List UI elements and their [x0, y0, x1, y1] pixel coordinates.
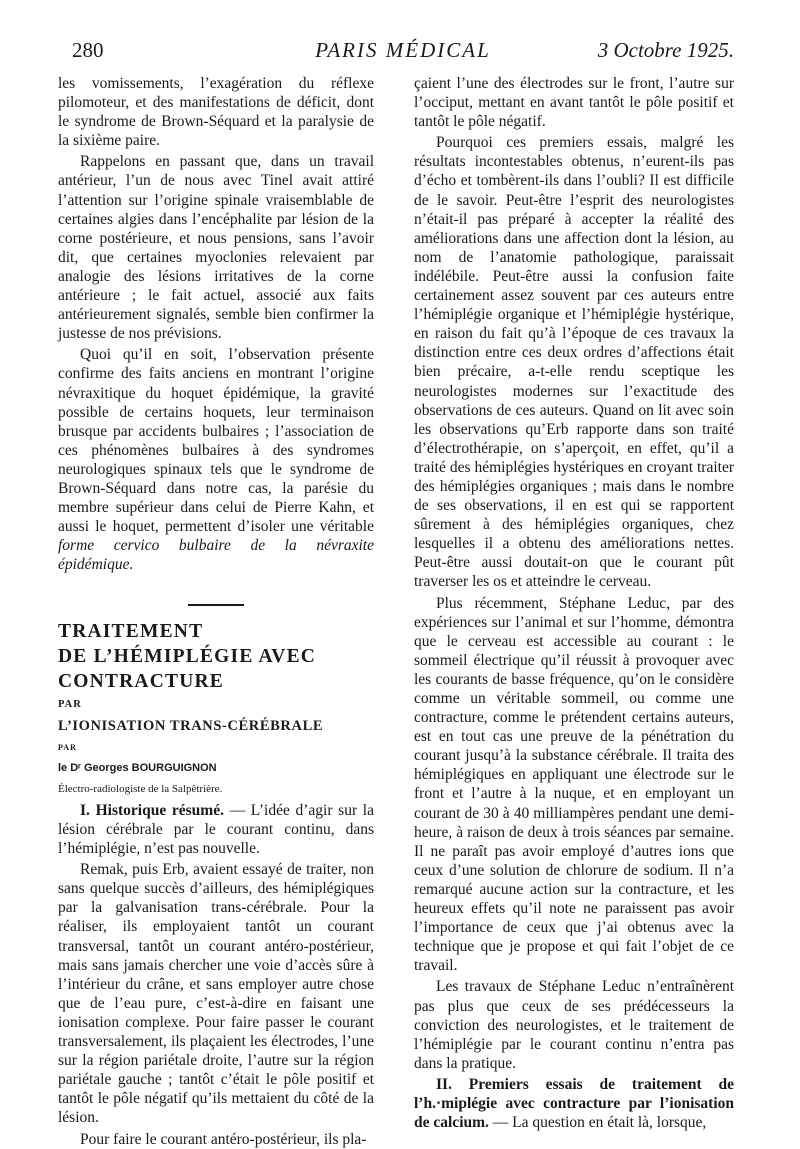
- left-paragraph-5: Pour faire le courant antéro-postérieur, ils pla-: [80, 1130, 367, 1148]
- page-number: 280: [72, 38, 104, 62]
- right-paragraph-1: çaient l’une des électrodes sur le front, l’autre sur l’occiput, mettant en avant tantôt le pôle positif et tantôt le pôle négatif.: [414, 75, 734, 131]
- left-paragraph-1: les vomissements, l’exagération du réflexe pilomoteur, et des manifestations de déficit, dont le syndrome de Brown-Séquard et la paralysie de la sixième paire.: [58, 75, 374, 150]
- section-1-text: — L’idée d’agir sur la lésion cérébrale par le courant continu, dans l’hémiplégie, n’est pas nouvelle.: [58, 801, 374, 858]
- left-paragraph-4: Remak, puis Erb, avaient essayé de traiter, non sans quelque succès d’ailleurs, des hémiplégiques par la galvanisation trans-cérébrale. Pour la réaliser, ils employaient tantôt un courant transversal, tantôt un courant antéro-postérieur, mais sans jamais chercher une voie d’accès sûre à l’intérieur du crâne, et sans employer autre chose que de l’eau pure, c’est-à-dire en faisant une ionisation complexe. Pour faire passer le courant transversalement, ils plaçaient les électrodes, l’une sur la région pariétale droite, l’autre sur la région pariétale gauche ; tantôt c’était le pôle positif et tantôt le pôle négatif qu’ils mettaient du côté de la lésion.: [58, 861, 374, 1127]
- section-1-heading: I. Historique résumé.: [80, 801, 224, 819]
- right-paragraph-2: Pourquoi ces premiers essais, malgré les résultats incontestables obtenus, n’eurent-ils pas d’écho et tombèrent-ils dans l’oubli? Il est difficile de le savoir. Peut-être l’esprit des neurologistes n’était-il pas préparé à accepter la réalité des améliorations dans une affection dont la lésion, au nom de l’anatomie pathologique, paraissait indélébile. Peut-être aussi la confusion faite certainement assez souvent par ces auteurs entre l’hémiplégie organique et l’hémiplégie hystérique, en raison du fait qu’à l’époque de ces travaux la distinction entre ces deux ordres d’affections était bien précaire, a-t-elle rendu sceptique les neurologistes modernes sur l’exactitude des observations de ces auteurs. Quand on lit avec soin les observations qu’Erb rapporte dans son traité d’électrothérapie, on s’aperçoit, en effet, qu’il a traité des hémiplégies hystériques en croyant traiter des hémiplégies organiques ; mais dans le nombre de ses observations, il en est qui se rapportent sûrement à des hémiplégies organiques, chez lesquelles il a obtenu des améliorations nettes. Peut-être aussi doutait-on que le courant pût traverser les os et atteindre le cerveau.: [414, 134, 734, 591]
- section-2-text: — La question en était là, lorsque,: [488, 1114, 707, 1132]
- section-2-paragraph: [414, 1075, 734, 1132]
- author-name: le Dʳ Georges BOURGUIGNON: [58, 761, 217, 774]
- article-title-par: PAR: [58, 699, 82, 711]
- left-column: [58, 74, 374, 1149]
- article-title-line-2: DE L’HÉMIPLÉGIE AVEC: [58, 646, 317, 668]
- author-par: PAR: [58, 742, 77, 752]
- author-affiliation: Électro-radiologiste de la Salpêtrière.: [58, 782, 223, 795]
- article-title-line-3: CONTRACTURE: [58, 671, 224, 693]
- right-paragraph-4: Les travaux de Stéphane Leduc n’entraînèrent pas plus que ceux de ses prédécesseurs la conviction des neurologistes, et le traitement de l’hémiplégie par le courant continu n’entra pas dans la pratique.: [414, 978, 734, 1072]
- left-paragraph-2: Rappelons en passant que, dans un travail antérieur, l’un de nous avec Tinel avait attiré l’attention sur l’origine spinale vraisemblable de certaines algies dans l’encéphalite par lésion de la corne postérieure, et nous pensions, sans l’avoir dit, que certaines myoclonies relevaient par analogie des lésions irritatives de la corne antérieure ; le fait actuel, associé aux faits antérieurement signalés, semble bien confirmer la justesse de nos prévisions.: [58, 153, 374, 343]
- issue-date: 3 Octobre 1925.: [597, 38, 734, 62]
- journal-title: PARIS MÉDICAL: [315, 38, 491, 62]
- section-1-paragraph: [58, 801, 374, 858]
- left-paragraph-3: [58, 345, 374, 574]
- article-title-line-4: L’IONISATION TRANS-CÉRÉBRALE: [58, 717, 324, 734]
- page-header: [72, 38, 734, 64]
- right-column: [414, 74, 734, 1132]
- title-rule: [188, 604, 244, 606]
- section-2-heading: II. Premiers essais de traitement de l’h.·miplégie avec contracture par l’ionisation de calcium.: [414, 1075, 734, 1132]
- article-title-line-1: TRAITEMENT: [58, 621, 204, 643]
- left-paragraph-3-italic: forme cervico bulbaire de la névraxite épidémique.: [58, 537, 374, 574]
- right-paragraph-3: Plus récemment, Stéphane Leduc, par des expériences sur l’animal et sur l’homme, démontra que le cerveau est accessible au courant : le sommeil électrique qu’il réussit à provoquer avec les courants de basse fréquence, qu’on le considère comme un véritable sommeil, ou comme une contracture, comme le prétendent certains auteurs, est en tout cas une preuve de la pénétration du courant jusqu’à la substance cérébrale. Il traita des hémiplégiques en appliquant une électrode sur le front et l’autre à la nuque, et en employant un courant de 30 à 40 milliampères pendant une demi-heure, à raison de deux à trois séances par semaine. Il ne paraît pas avoir employé d’autres ions que ceux d’une solution de chlorure de sodium. Il n’a remarqué aucune action sur la contracture, et les heureux effets qu’il note ne paraissent pas avoir l’importance de ceux que j’ai obtenus avec la technique que je propose et qui fait l’objet de ce travail.: [414, 594, 734, 975]
- left-paragraph-3-text: Quoi qu’il en soit, l’observation présente confirme des faits anciens en montrant l’origine névraxitique du hoquet épidémique, la gravité possible de certains hoquets, leur terminaison brusque par accidents bulbaires ; l’association de ces phénomènes bulbaires à des syndromes neurologiques spinaux tels que le syndrome de Brown-Séquard dans notre cas, la parésie du membre supérieur dans celui de Pierre Kahn, et aussi le hoquet, permettent d’isoler une véritable: [58, 346, 374, 536]
